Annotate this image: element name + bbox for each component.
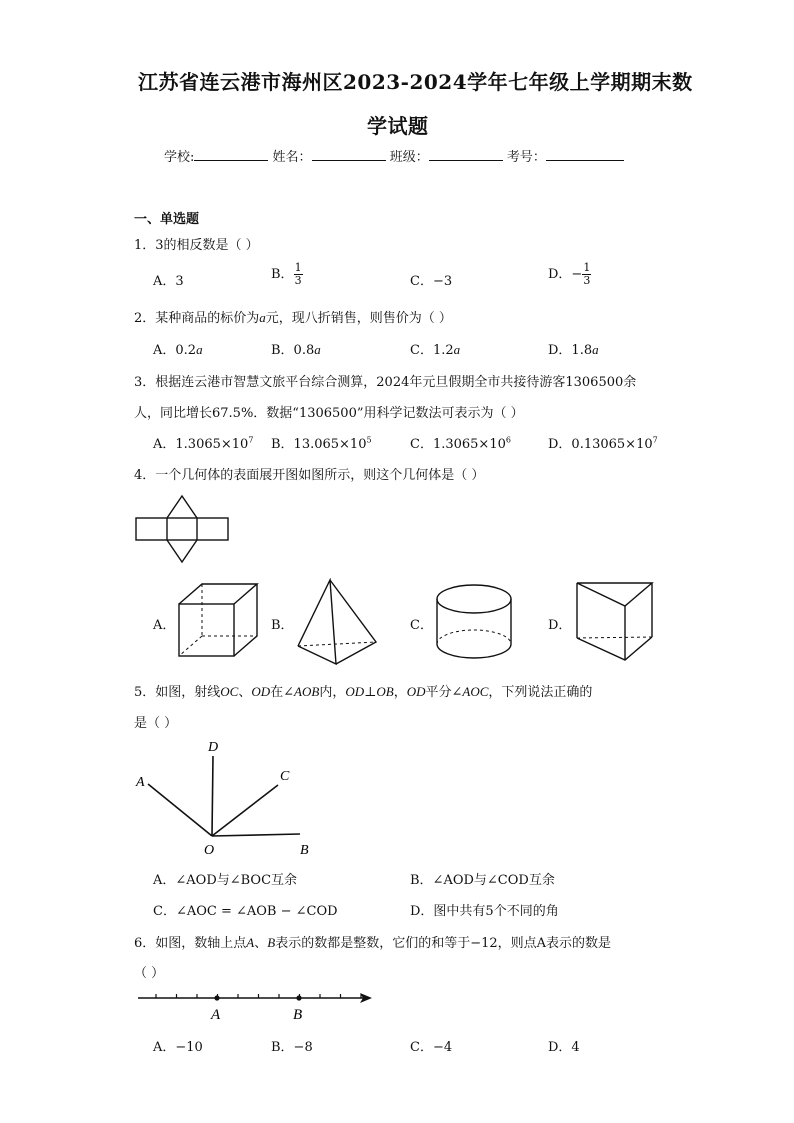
stem-text: 5．如图，射线 bbox=[134, 685, 221, 700]
perpendicular-relation: OD⊥OB bbox=[345, 684, 394, 699]
q2-option-c[interactable] bbox=[410, 339, 460, 358]
q1-option-b[interactable] bbox=[271, 262, 303, 287]
exponent: 7 bbox=[652, 435, 658, 445]
option-text: D．1.8 bbox=[548, 343, 593, 358]
school-label: 学校: bbox=[164, 150, 195, 165]
question-5-line2: 是（ ） bbox=[134, 716, 178, 731]
option-text: A．0.2 bbox=[153, 343, 197, 358]
pyramid-right-edges bbox=[330, 580, 376, 664]
stem-text: 、 bbox=[238, 685, 252, 700]
variable: a bbox=[259, 310, 266, 325]
prism-bottom-front bbox=[577, 637, 652, 660]
option-text: D．0.13065×10 bbox=[548, 437, 653, 452]
page-title-line2: 学试题 bbox=[367, 114, 429, 138]
q3-option-b[interactable] bbox=[271, 433, 372, 452]
pyramid-figure[interactable] bbox=[294, 578, 380, 668]
point-a-dot bbox=[214, 995, 219, 1000]
stem-text: ， bbox=[393, 685, 407, 700]
question-5-line1 bbox=[134, 681, 592, 700]
q1-option-a[interactable]: A．3 bbox=[153, 274, 184, 289]
question-2-stem bbox=[134, 307, 452, 326]
option-text: C．1.3065×10 bbox=[410, 437, 506, 452]
label-b: B bbox=[293, 1007, 303, 1023]
pyramid-hidden-edge bbox=[298, 642, 376, 646]
q4-option-b-label[interactable]: B． bbox=[271, 618, 294, 633]
number-line-figure bbox=[132, 986, 378, 1026]
q1-option-c[interactable]: C．−3 bbox=[410, 274, 453, 289]
ray-oa bbox=[148, 784, 212, 836]
q6-option-b[interactable]: B．−8 bbox=[271, 1040, 313, 1055]
stem-text: 平分 bbox=[425, 685, 452, 700]
q5-angle-figure bbox=[130, 736, 320, 860]
fraction bbox=[294, 262, 303, 287]
cylinder-top bbox=[437, 585, 511, 613]
q2-option-d[interactable] bbox=[548, 339, 599, 358]
label-a: A bbox=[136, 775, 145, 790]
cylinder-bottom-front bbox=[437, 644, 511, 658]
q1-option-d[interactable] bbox=[548, 262, 591, 287]
numerator: 1 bbox=[583, 261, 591, 274]
ray-od-line bbox=[212, 756, 213, 836]
q2-option-b[interactable] bbox=[271, 339, 321, 358]
class-label: 班级： bbox=[389, 150, 429, 165]
question-1-stem: 1．3的相反数是（ ） bbox=[134, 238, 259, 253]
q6-option-d[interactable]: D．4 bbox=[548, 1040, 580, 1055]
angle-aob: ∠AOB bbox=[283, 684, 320, 699]
numerator: 1 bbox=[294, 261, 302, 274]
school-blank[interactable] bbox=[194, 148, 268, 161]
q4-option-a-label[interactable]: A． bbox=[153, 618, 176, 633]
page-title-line1: 江苏省连云港市海州区2023-2024学年七年级上学期期末数 bbox=[138, 70, 693, 94]
label-b: B bbox=[300, 843, 309, 858]
variable: a bbox=[196, 342, 203, 357]
question-3-line1: 3．根据连云港市智慧文旅平台综合测算，2024年元旦假期全市共接待游客1306500余 bbox=[134, 375, 637, 390]
ray-od: OD bbox=[251, 684, 271, 699]
option-text: B．0.8 bbox=[271, 343, 315, 358]
prism-hidden-edge bbox=[577, 637, 652, 638]
q5-option-a[interactable]: A．∠AOD与∠BOC互余 bbox=[153, 873, 298, 888]
net-rectangles bbox=[136, 518, 228, 540]
q4-option-d-label[interactable]: D． bbox=[548, 618, 572, 633]
angle-aoc: ∠AOC bbox=[451, 684, 489, 699]
option-text: A．1.3065×10 bbox=[153, 437, 249, 452]
option-text: C．1.2 bbox=[410, 343, 454, 358]
label-a: A bbox=[211, 1007, 221, 1023]
q5-option-c[interactable]: C．∠AOC = ∠AOB − ∠COD bbox=[153, 904, 338, 919]
net-top-triangle bbox=[167, 496, 197, 518]
q2-option-a[interactable] bbox=[153, 339, 203, 358]
stem-text: 2．某种商品的标价为 bbox=[134, 311, 260, 326]
q4-option-c-label[interactable]: C． bbox=[410, 618, 433, 633]
stem-text: 6．如图，数轴上点 bbox=[134, 936, 247, 951]
name-blank[interactable] bbox=[312, 148, 386, 161]
q3-option-c[interactable] bbox=[410, 433, 511, 452]
exponent: 5 bbox=[366, 435, 372, 445]
ray-oc: OC bbox=[220, 684, 239, 699]
stem-text: ，下列说法正确的 bbox=[488, 685, 593, 700]
stem-text: 元，现八折销售，则售价为（ ） bbox=[265, 311, 452, 326]
exponent: 7 bbox=[248, 435, 254, 445]
cube-figure[interactable] bbox=[176, 582, 262, 660]
option-label: B． bbox=[271, 267, 294, 282]
pyramid-front-faces bbox=[298, 580, 336, 664]
q3-option-a[interactable] bbox=[153, 433, 253, 452]
exponent: 6 bbox=[505, 435, 511, 445]
question-3-line2: 人，同比增长67.5%．数据“1306500”用科学记数法可表示为（ ） bbox=[134, 406, 524, 421]
ray-od: OD bbox=[406, 684, 426, 699]
section-heading: 一、单选题 bbox=[134, 212, 200, 227]
prism-top bbox=[577, 583, 652, 606]
q6-option-a[interactable]: A．−10 bbox=[153, 1040, 203, 1055]
class-blank[interactable] bbox=[429, 148, 503, 161]
option-text: B．13.065×10 bbox=[271, 437, 367, 452]
option-label: D．− bbox=[548, 267, 583, 282]
name-label: 姓名： bbox=[272, 150, 312, 165]
cylinder-bottom-hidden bbox=[437, 630, 511, 644]
point-b: B bbox=[267, 935, 276, 950]
variable: a bbox=[314, 342, 321, 357]
stem-text: 、 bbox=[254, 936, 268, 951]
net-bottom-triangle bbox=[167, 540, 197, 562]
ray-ob bbox=[212, 834, 300, 836]
q6-option-c[interactable]: C．−4 bbox=[410, 1040, 453, 1055]
question-6-line1 bbox=[134, 932, 611, 951]
stem-text: 表示的数都是整数，它们的和等于−12，则点A表示的数是 bbox=[275, 936, 612, 951]
stem-text: 内， bbox=[319, 685, 346, 700]
point-b-dot bbox=[296, 995, 301, 1000]
label-o: O bbox=[204, 843, 215, 858]
fraction bbox=[582, 262, 591, 287]
ray-oc-line bbox=[212, 785, 278, 836]
cube-top-edges bbox=[179, 584, 257, 604]
point-a: A bbox=[246, 935, 255, 950]
variable: a bbox=[453, 342, 461, 357]
label-c: C bbox=[280, 769, 290, 784]
stem-text: 在 bbox=[270, 685, 284, 700]
number-blank[interactable] bbox=[546, 148, 624, 161]
variable: a bbox=[592, 342, 599, 357]
question-4-stem: 4．一个几何体的表面展开图如图所示，则这个几何体是（ ） bbox=[134, 468, 485, 483]
prism-figure[interactable] bbox=[574, 580, 658, 662]
label-d: D bbox=[208, 740, 219, 755]
student-info bbox=[164, 146, 624, 165]
q4-net-figure bbox=[130, 492, 234, 566]
number-label: 考号： bbox=[506, 150, 546, 165]
q3-option-d[interactable] bbox=[548, 433, 658, 452]
cylinder-figure[interactable] bbox=[433, 582, 515, 662]
q5-option-b[interactable]: B．∠AOD与∠COD互余 bbox=[410, 873, 555, 888]
q5-option-d[interactable]: D．图中共有5个不同的角 bbox=[410, 904, 559, 919]
denominator: 3 bbox=[583, 274, 591, 287]
question-6-line2: （ ） bbox=[134, 966, 165, 981]
denominator: 3 bbox=[294, 274, 302, 287]
